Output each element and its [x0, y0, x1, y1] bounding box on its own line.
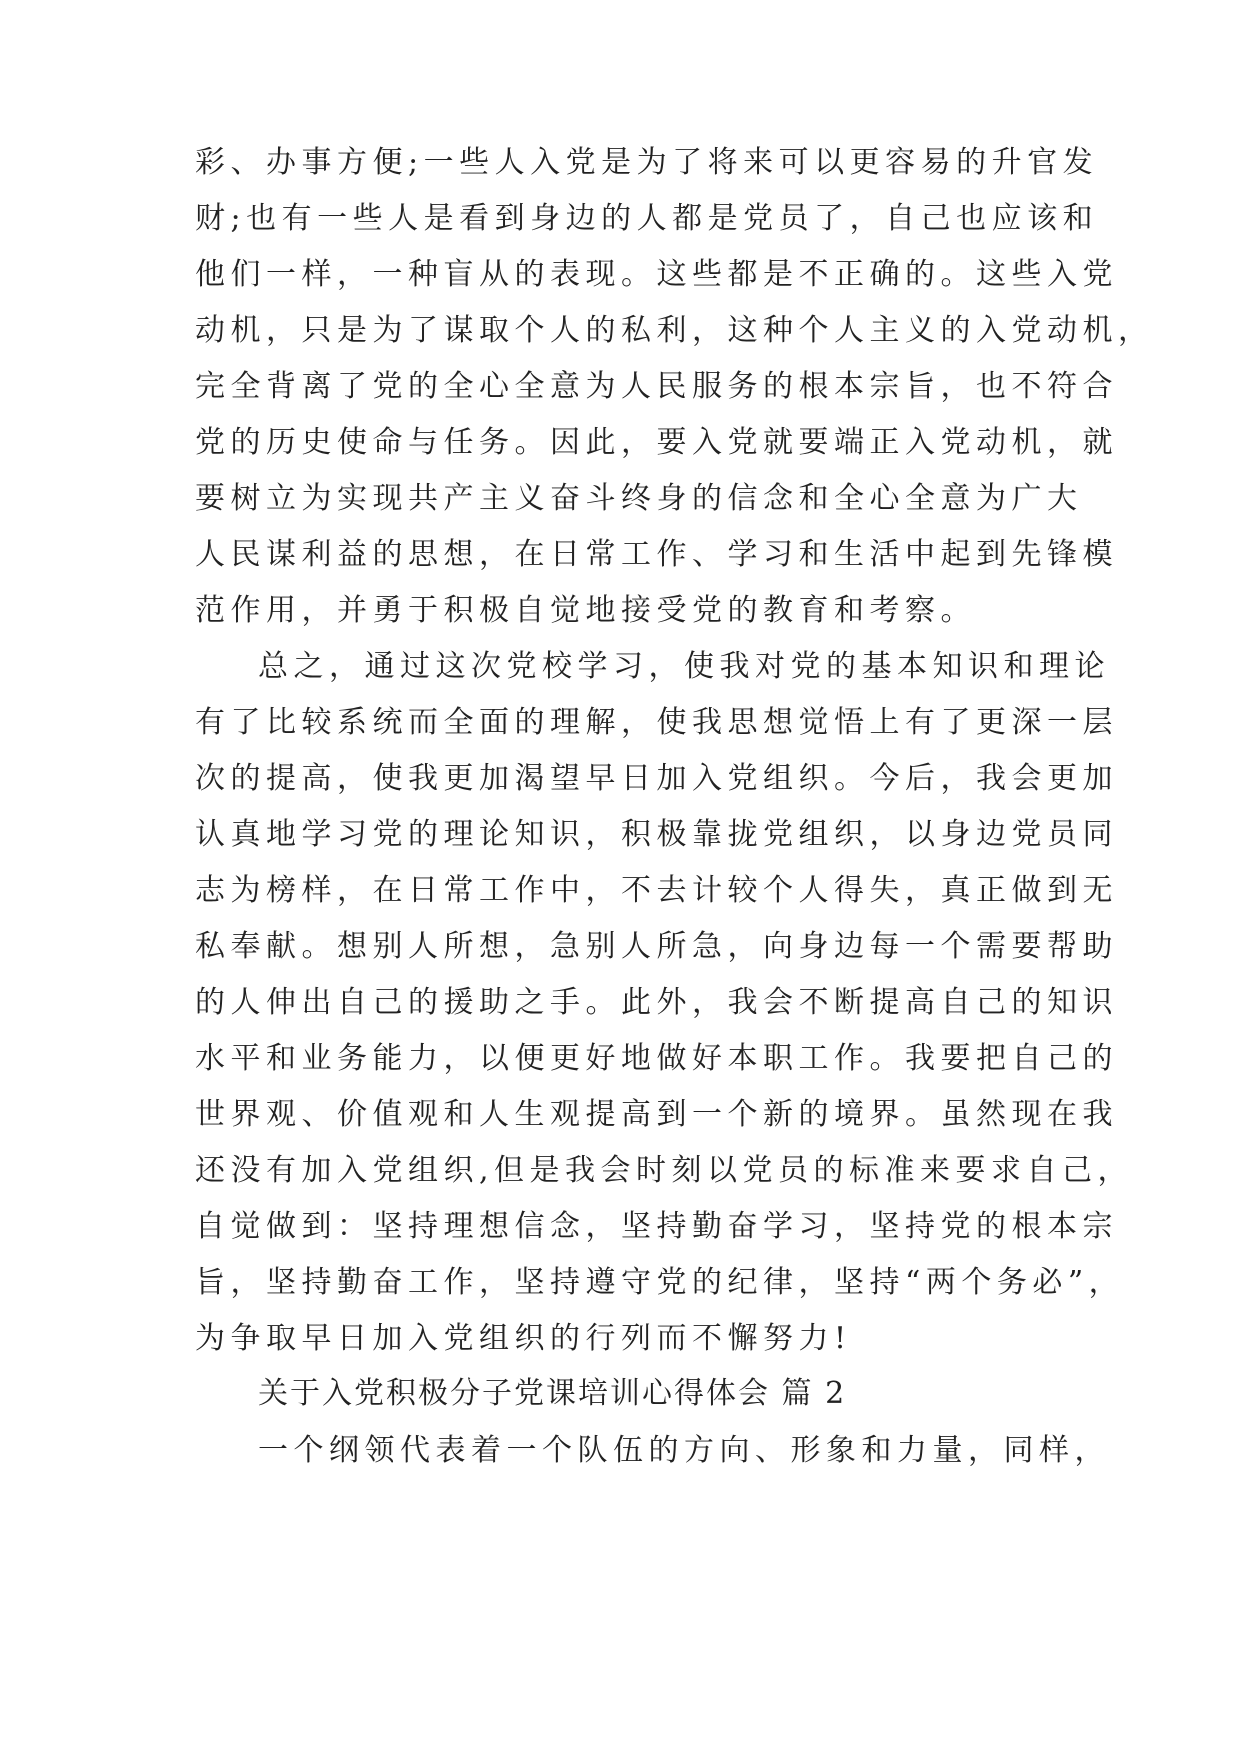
text-line: 完全背离了党的全心全意为人民服务的根本宗旨，也不符合	[195, 369, 1118, 404]
text-line: 志为榜样，在日常工作中，不去计较个人得失，真正做到无	[195, 873, 1118, 908]
text-line: 认真地学习党的理论知识，积极靠拢党组织，以身边党员同	[195, 817, 1118, 852]
text-line: 的人伸出自己的援助之手。此外，我会不断提高自己的知识	[195, 985, 1118, 1020]
text-line: 自觉做到：坚持理想信念，坚持勤奋学习，坚持党的根本宗	[195, 1209, 1118, 1244]
text-line: 动机，只是为了谋取个人的私利，这种个人主义的入党动机，	[195, 313, 1154, 348]
text-line: 私奉献。想别人所想，急别人所急，向身边每一个需要帮助	[195, 929, 1118, 964]
paragraph-first-line: 一个纲领代表着一个队伍的方向、形象和力量，同样，	[258, 1433, 1110, 1468]
text-line: 他们一样，一种盲从的表现。这些都是不正确的。这些入党	[195, 257, 1118, 292]
text-line: 人民谋利益的思想，在日常工作、学习和生活中起到先锋模	[195, 537, 1118, 572]
text-line: 次的提高，使我更加渴望早日加入党组织。今后，我会更加	[195, 761, 1118, 796]
section-heading: 关于入党积极分子党课培训心得体会 篇 2	[258, 1376, 847, 1411]
text-line: 有了比较系统而全面的理解，使我思想觉悟上有了更深一层	[195, 705, 1118, 740]
text-line: 为争取早日加入党组织的行列而不懈努力!	[195, 1321, 852, 1356]
text-line: 要树立为实现共产主义奋斗终身的信念和全心全意为广大	[195, 481, 1083, 516]
text-line: 还没有加入党组织,但是我会时刻以党员的标准来要求自己，	[195, 1153, 1134, 1188]
text-line: 彩、办事方便;一些人入党是为了将来可以更容易的升官发	[195, 145, 1099, 180]
text-line: 旨，坚持勤奋工作，坚持遵守党的纪律，坚持“两个务必”，	[195, 1265, 1125, 1300]
text-line: 水平和业务能力，以便更好地做好本职工作。我要把自己的	[195, 1041, 1118, 1076]
text-line: 财;也有一些人是看到身边的人都是党员了，自己也应该和	[195, 201, 1099, 236]
text-line: 党的历史使命与任务。因此，要入党就要端正入党动机，就	[195, 425, 1118, 460]
text-line: 范作用，并勇于积极自觉地接受党的教育和考察。	[195, 593, 976, 628]
paragraph-first-line: 总之，通过这次党校学习，使我对党的基本知识和理论	[258, 649, 1110, 684]
text-line: 世界观、价值观和人生观提高到一个新的境界。虽然现在我	[195, 1097, 1118, 1132]
